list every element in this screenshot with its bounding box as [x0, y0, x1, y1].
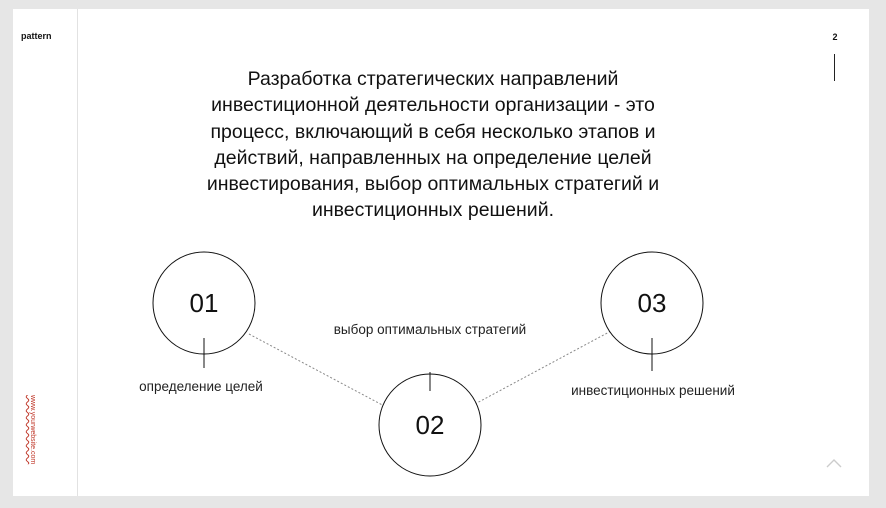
step-03 — [571, 252, 735, 398]
step-02 — [334, 322, 526, 476]
step-number: 01 — [189, 288, 219, 318]
brand-label: pattern — [21, 31, 52, 41]
headline-line: инвестиционной деятельности организации - это — [211, 94, 655, 117]
step-label: определение целей — [139, 379, 263, 394]
step-label: выбор оптимальных стратегий — [333, 322, 527, 337]
website-url[interactable]: www.yourwebsite.com — [29, 395, 36, 465]
headline-line: инвестирования, выбор оптимальных стратегий и — [206, 173, 660, 196]
slide — [13, 9, 869, 496]
chevron-up-icon[interactable] — [825, 457, 843, 469]
step-label: инвестиционных решений — [571, 383, 735, 398]
page-number: 2 — [832, 32, 838, 42]
step-number: 02 — [415, 410, 445, 440]
step-01 — [139, 252, 263, 394]
step-number: 03 — [637, 288, 667, 318]
headline-line: действий, направленных на определение целей — [214, 146, 652, 169]
connector-01-02 — [249, 334, 403, 416]
headline-line: процесс, включающий в себя несколько этапов и — [210, 120, 656, 143]
steps-diagram — [13, 9, 869, 496]
headline-line: инвестиционных решений. — [312, 199, 554, 222]
headline-line: Разработка стратегических направлений — [247, 68, 619, 90]
